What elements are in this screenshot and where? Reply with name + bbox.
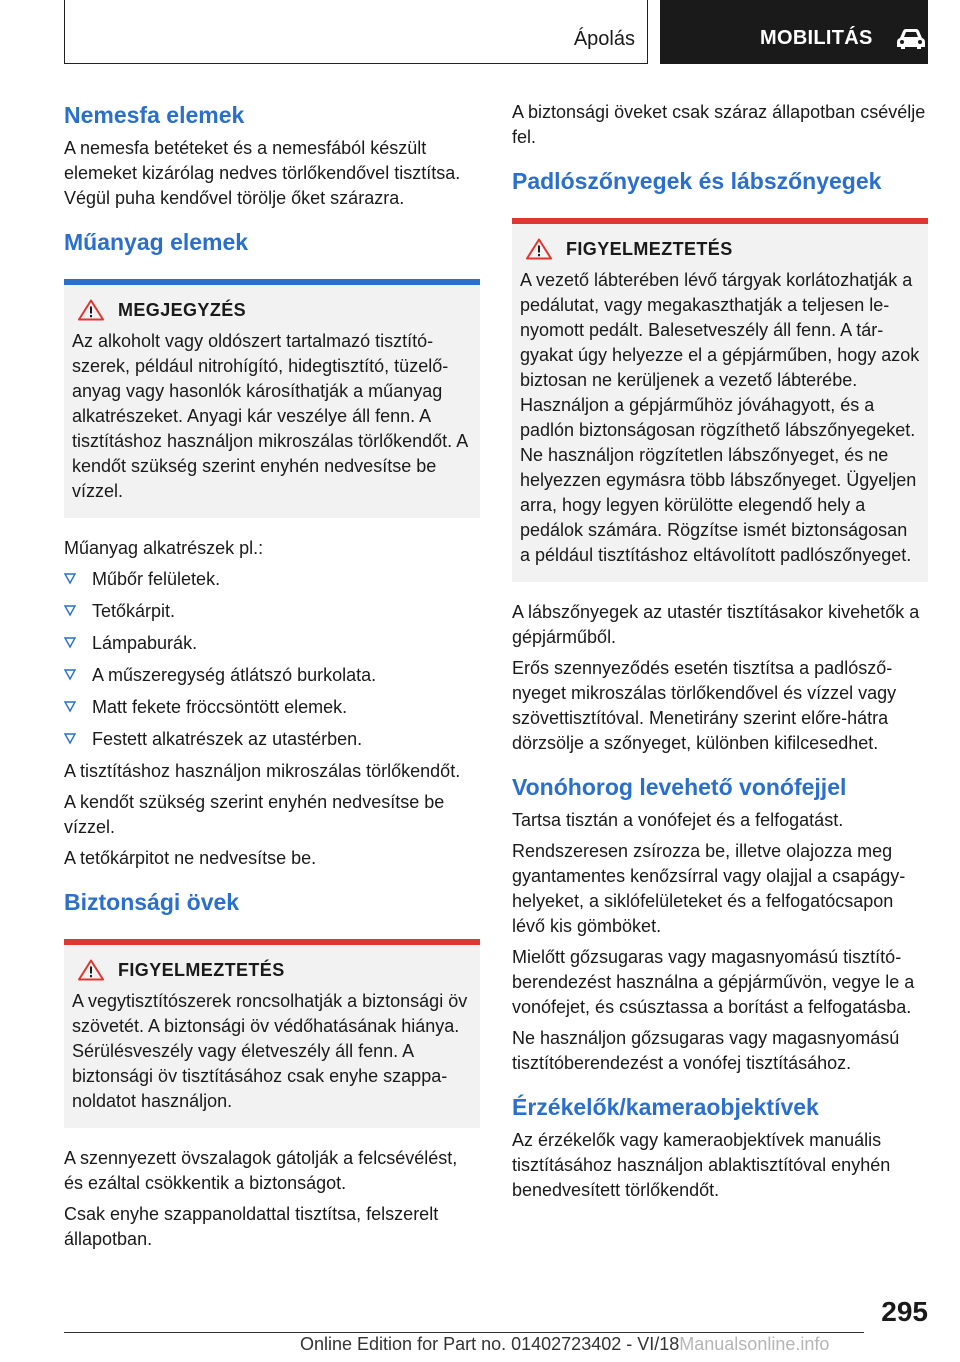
paragraph: Rendszeresen zsírozza be, illetve olajozza meg gyantamentes kenőzsírral vagy olajjal a csapágyhelyeket, a siklófelületeket és a felfogatócsapon lévő kis gömböket. xyxy=(512,841,906,936)
chapter-tab xyxy=(660,0,928,64)
triangle-bullet-icon xyxy=(64,573,76,585)
note-text: Az alkoholt vagy oldószert tartalmazó tisztítószerek, például nitrohígító, hidegtisztító, tüzelőanyag vagy hasonlók károsíthatják a műanyag alkatrészeket. Anyagi kár veszélye áll fenn. A tisztításhoz használjon mikroszálas törlőkendőt. A kendőt szükség szerint enyhén nedvesítse be vízzel. xyxy=(72,331,468,501)
paragraph: A kendőt szükség szerint enyhén nedvesítse be vízzel. xyxy=(64,792,445,837)
list-item: Festett alkatrészek az utastérben. xyxy=(64,727,480,752)
bullet-list xyxy=(64,567,480,752)
triangle-bullet-icon xyxy=(64,733,76,745)
triangle-bullet-icon xyxy=(64,701,76,713)
section-padlo xyxy=(512,166,928,756)
heading-nemesfa: Nemesfa elemek xyxy=(64,102,245,128)
warning-box xyxy=(64,939,480,1128)
paragraph: Mielőtt gőzsugaras vagy magasnyomású tisztítóberendezést használna a gépjárművön, vegye le a vonófejet, és csúsztassa a borítást a felfogatásba. xyxy=(512,947,915,1017)
list-item: Matt fekete fröccsöntött elemek. xyxy=(64,695,480,720)
list-item: Tetőkárpit. xyxy=(64,599,480,624)
edition-text: Online Edition for Part no. 01402723402 - VI/18 xyxy=(300,1334,680,1354)
section-vonohorog xyxy=(512,772,928,1076)
list-item: A műszeregység átlátszó burkolata. xyxy=(64,663,480,688)
list-item: Műbőr felületek. xyxy=(64,567,480,592)
warning-text: A vezető lábterében lévő tárgyak korlátozhatják a pedálutat, vagy megakaszthatják a teljesen lenyomott pedált. Balesetveszély áll fenn. A tárgyakat úgy helyezze el a gépjárműben, hogy azok biztosan ne kerüljenek a vezető lábterébe. Használjon a gépjárműhöz jóváhagyott, és a padlón biztonságosan rögzíthető lábszőnyegeket. Ne használjon rögzítetlen lábszőnyeget, és ne helyezzen egymásra több lábszőnyeget. Ügyeljen arra, hogy legyen körülötte elegendő hely a pedálok számára. Rögzítse ismét biztonságosan a például tisztításhoz eltávolított padlószőnyeget. xyxy=(520,270,920,565)
paragraph: A biztonsági öveket csak száraz állapotban csévélje fel. xyxy=(512,102,926,147)
note-title: MEGJEGYZÉS xyxy=(118,299,247,320)
section-title: Ápolás xyxy=(573,28,635,50)
heading-padlo: Padlószőnyegek és lábszőnyegek xyxy=(512,168,882,194)
paragraph: Csak enyhe szappanoldattal tisztítsa, felszerelt állapotban. xyxy=(64,1204,439,1249)
page-number: 295 xyxy=(881,1296,928,1327)
paragraph: Az érzékelők vagy kameraobjektívek manuális tisztításához használjon ablaktisztítóval enyhén benedvesített törlőkendőt. xyxy=(512,1130,891,1200)
paragraph: Ne használjon gőzsugaras vagy magasnyomású tisztítóberendezést a vonófej tisztításához. xyxy=(512,1028,900,1073)
heading-ovek: Biztonsági övek xyxy=(64,889,240,915)
paragraph: A tetőkárpitot ne nedvesítse be. xyxy=(64,848,317,868)
section-nemesfa xyxy=(64,100,480,211)
warning-text: A vegytisztítószerek roncsolhatják a biztonsági öv szövetét. A biztonsági öv védőhatásának hiánya. Sérülésveszély vagy életveszély áll fenn. A biztonsági öv tisztításához csak enyhe szappanoldatot használjon. xyxy=(72,991,468,1111)
triangle-bullet-icon xyxy=(64,637,76,649)
page-header xyxy=(64,0,928,66)
warning-title: FIGYELMEZTETÉS xyxy=(118,959,285,980)
paragraph: Tartsa tisztán a vonófejet és a felfogatást. xyxy=(512,810,844,830)
paragraph: A lábszőnyegek az utastér tisztításakor kivehetők a gépjárműből. xyxy=(512,602,920,647)
warning-triangle-icon xyxy=(78,299,104,321)
section-ovek xyxy=(64,887,480,1252)
section-erzekelok xyxy=(512,1092,928,1203)
triangle-bullet-icon xyxy=(64,605,76,617)
heading-erzekelok: Érzékelők/kameraobjektívek xyxy=(512,1094,819,1120)
warning-triangle-icon xyxy=(78,959,104,981)
list-item: Lámpaburák. xyxy=(64,631,480,656)
warning-title: FIGYELMEZTETÉS xyxy=(566,238,733,259)
warning-triangle-icon xyxy=(526,238,552,260)
chapter-title: MOBILITÁS xyxy=(760,27,873,49)
footer-divider xyxy=(64,1332,864,1333)
car-icon xyxy=(896,28,926,50)
heading-vonohorog: Vonóhorog levehető vonófejjel xyxy=(512,774,847,800)
heading-muanyag: Műanyag elemek xyxy=(64,229,249,255)
section-muanyag xyxy=(64,227,480,871)
section-tab xyxy=(64,0,648,64)
note-box xyxy=(64,279,480,518)
footer xyxy=(300,1334,829,1355)
left-column xyxy=(64,100,480,1258)
paragraph: A nemesfa betéteket és a nemesfából készült elemeket kizárólag nedves törlőkendővel tisztítsa. Végül puha kendővel törölje őket szárazra. xyxy=(64,138,461,208)
watermark: Manualsonline.info xyxy=(679,1334,830,1354)
paragraph: A tisztításhoz használjon mikroszálas törlőkendőt. xyxy=(64,761,461,781)
warning-box xyxy=(512,218,928,582)
triangle-bullet-icon xyxy=(64,669,76,681)
paragraph: A szennyezett övszalagok gátolják a felcsévélést, és ezáltal csökkentik a biztonságot. xyxy=(64,1148,458,1193)
paragraph: Műanyag alkatrészek pl.: xyxy=(64,538,264,558)
right-column xyxy=(512,100,928,1209)
paragraph: Erős szennyeződés esetén tisztítsa a padlószőnyeget mikroszálas törlőkendővel és vízzel vagy szövettisztítóval. Menetirány szerint előre-hátra dörzsölje a szőnyeget, különben kifilcesedhet. xyxy=(512,658,897,753)
